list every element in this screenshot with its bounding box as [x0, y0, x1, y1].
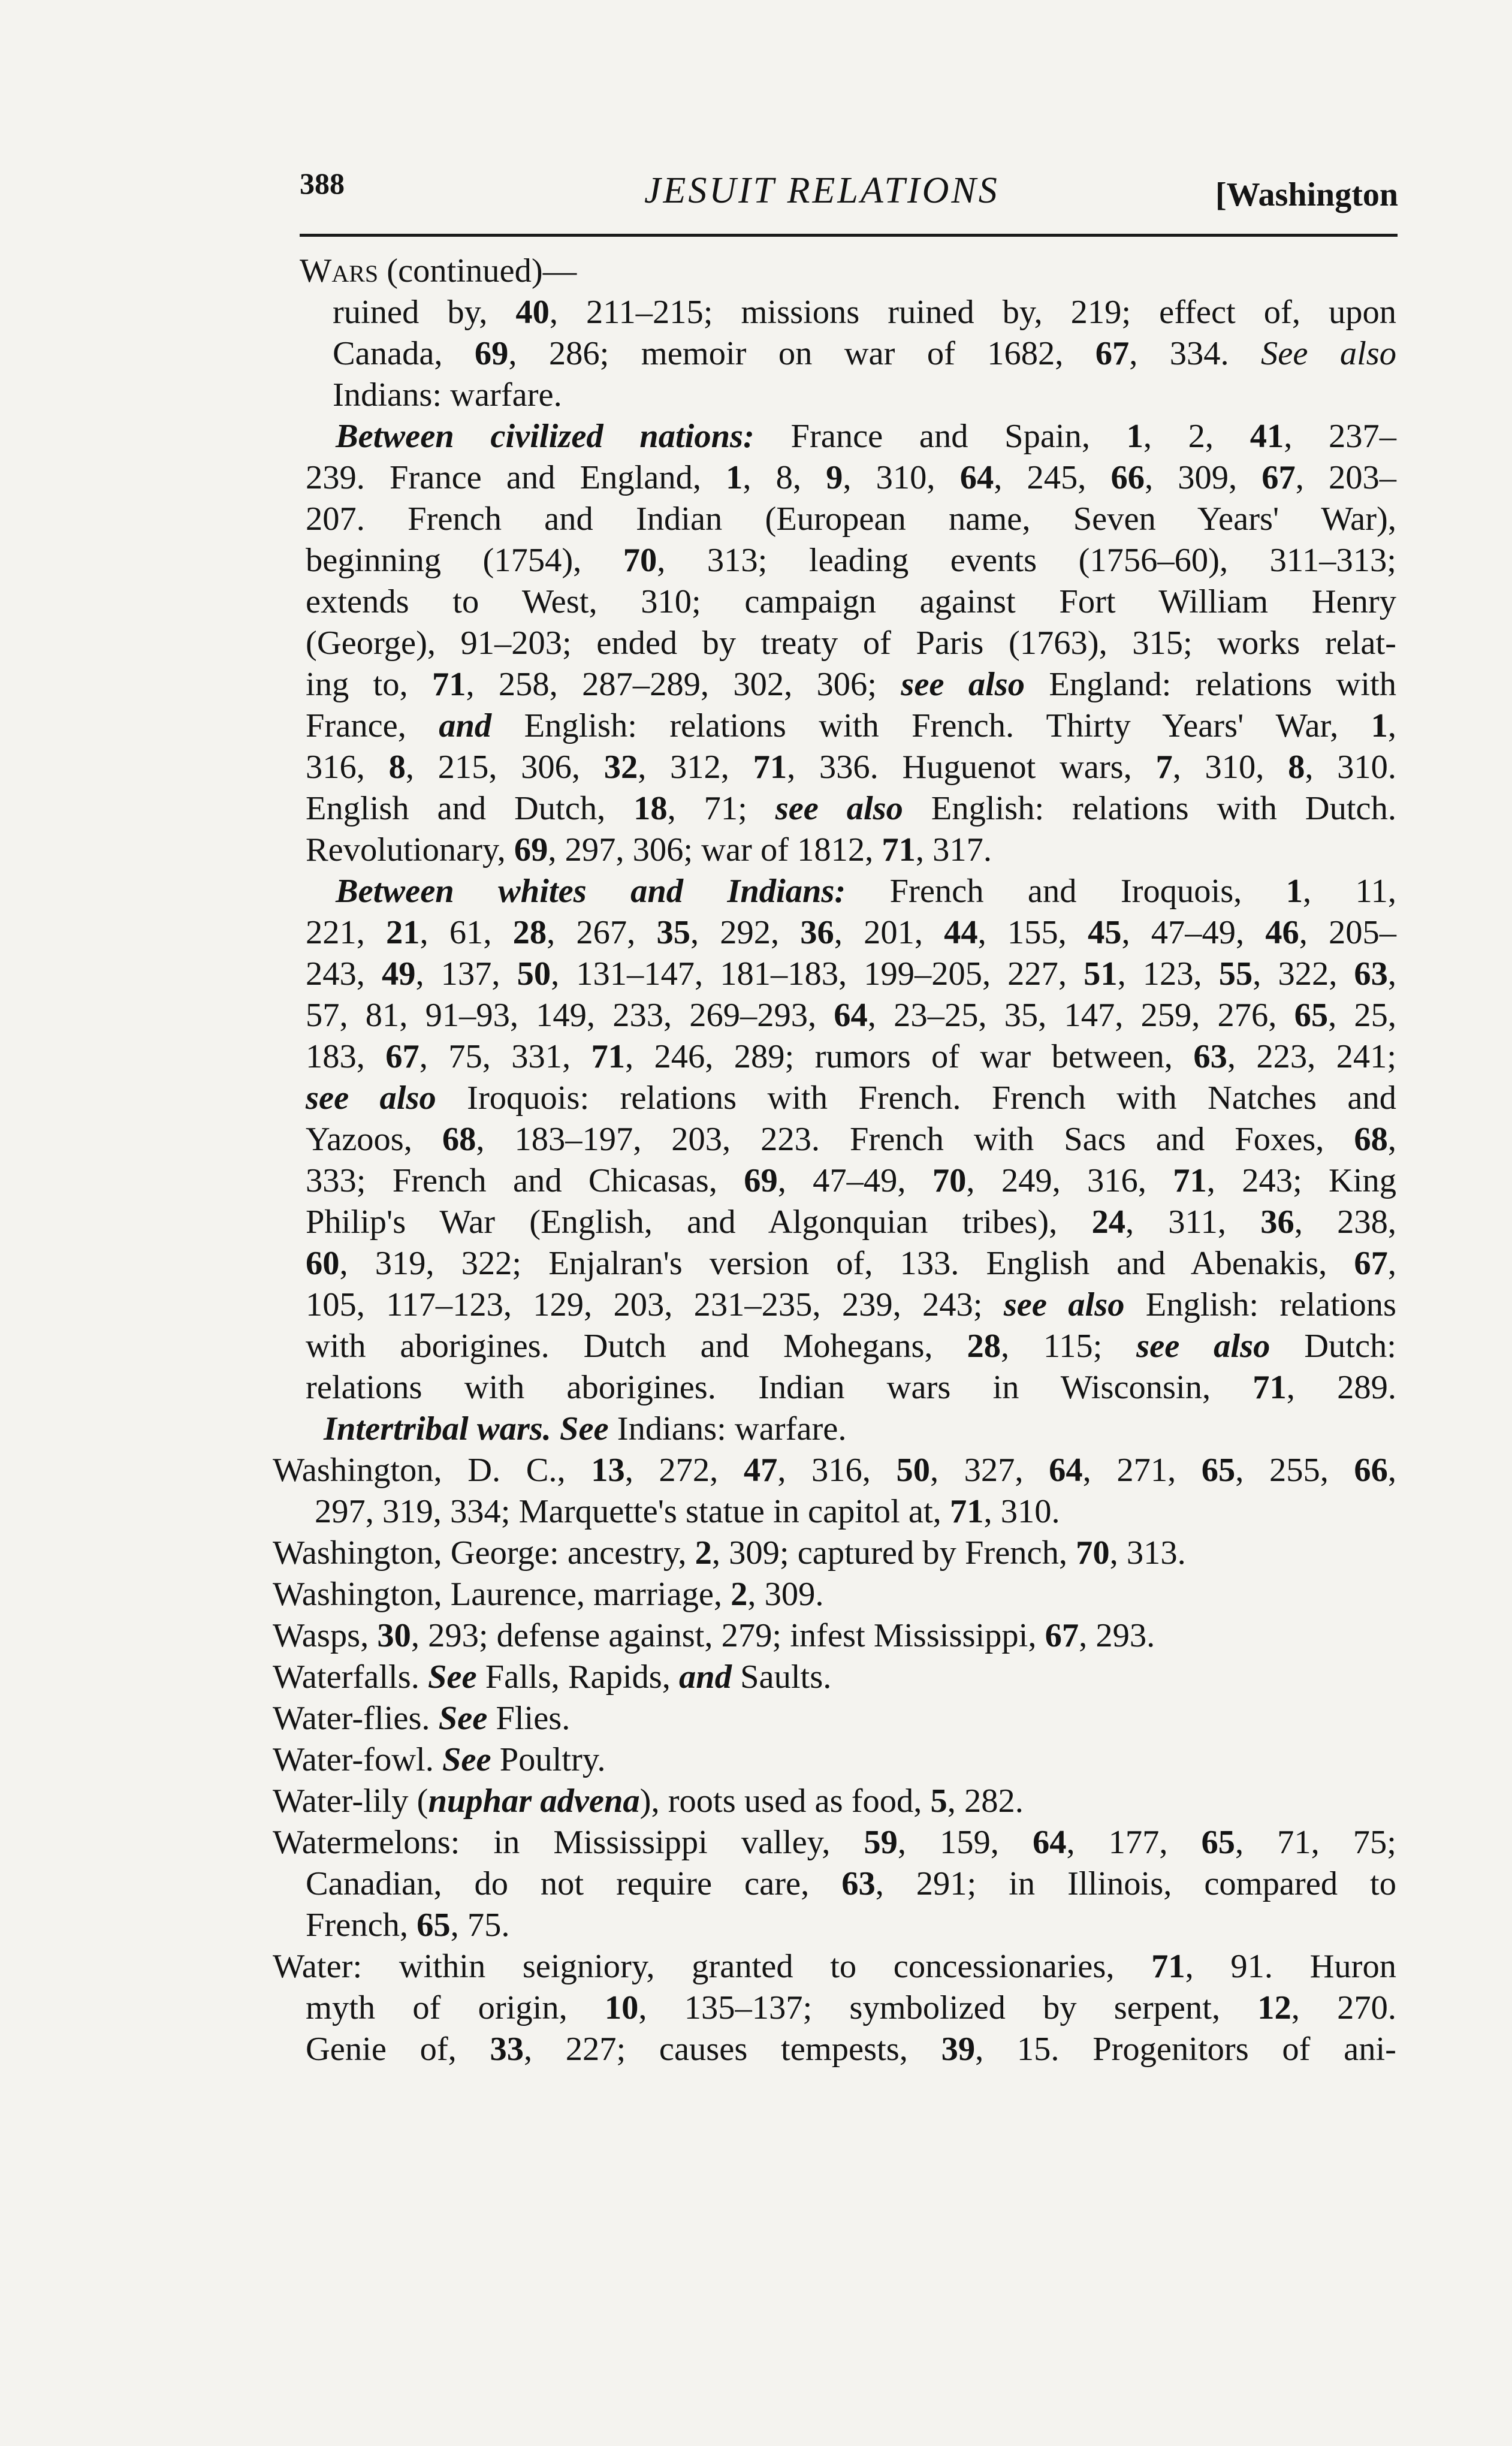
- index-text-run: Washington, D. C.,: [273, 1452, 591, 1489]
- index-text-run: , 47–49,: [1121, 914, 1266, 951]
- index-line: [273, 623, 1396, 664]
- index-text-run: 5: [930, 1783, 947, 1820]
- index-line: [273, 1491, 1396, 1533]
- index-text-run: , 309; captured by French,: [711, 1534, 1076, 1572]
- index-text-run: 63: [1354, 955, 1388, 993]
- index-line: [273, 1781, 1396, 1822]
- index-text-run: , 155,: [977, 914, 1088, 951]
- index-text-run: , 313; leading events (1756–60), 311–313;: [657, 542, 1396, 579]
- index-text: [273, 251, 1396, 2070]
- index-text-run: 67: [385, 1038, 420, 1075]
- index-text-run: , 15. Progenitors of ani-: [975, 2031, 1396, 2068]
- index-text-run: See: [442, 1741, 491, 1778]
- index-text-run: 70: [1076, 1534, 1110, 1572]
- page-header: [300, 159, 1398, 225]
- index-text-run: , 309,: [1144, 459, 1262, 496]
- index-text-run: ,: [1387, 1121, 1396, 1158]
- index-line: [273, 705, 1396, 747]
- index-text-run: , 270.: [1291, 1989, 1397, 2026]
- index-text-run: 69: [514, 831, 548, 868]
- index-text-run: , 183–197, 203, 223. French with Sacs and Foxes,: [476, 1121, 1354, 1158]
- index-text-run: (George), 91–203; ended by treaty of Paris (1763), 315; works relat-: [306, 625, 1396, 662]
- index-line: [273, 871, 1396, 912]
- index-line: [273, 1739, 1396, 1781]
- index-text-run: 33: [490, 2031, 524, 2068]
- index-text-run: ), roots used as food,: [639, 1783, 931, 1820]
- index-text-run: , 267,: [547, 914, 657, 951]
- index-text-run: Intertribal wars.: [324, 1410, 551, 1447]
- index-text-run: , 237–: [1284, 418, 1397, 455]
- index-line: [273, 1615, 1396, 1657]
- index-line: [273, 1036, 1396, 1078]
- index-text-run: 68: [442, 1121, 476, 1158]
- index-text-run: , 238,: [1294, 1204, 1396, 1241]
- index-text-run: myth of origin,: [306, 1989, 605, 2026]
- index-text-run: 67: [1045, 1617, 1079, 1654]
- index-text-run: , 71, 75;: [1235, 1824, 1396, 1861]
- index-line: [273, 416, 1396, 457]
- index-text-run: England: relations with: [1025, 666, 1397, 703]
- index-text-run: Saults.: [731, 1658, 832, 1696]
- index-text-run: French and Iroquois,: [846, 873, 1286, 910]
- index-text-run: 239. France and England,: [306, 459, 726, 496]
- index-text-run: 1: [1126, 418, 1143, 455]
- index-text-run: , 2,: [1143, 418, 1250, 455]
- index-line: [273, 375, 1396, 416]
- index-text-run: , 25,: [1328, 997, 1397, 1034]
- index-text-run: 32: [603, 749, 638, 786]
- index-text-run: 71: [1151, 1948, 1185, 1985]
- index-text-run: French,: [306, 1907, 417, 1944]
- index-line: [273, 292, 1396, 333]
- index-text-run: Between whites and Indians:: [336, 873, 846, 910]
- index-text-run: 8: [388, 749, 406, 786]
- index-text-run: 243,: [306, 955, 382, 993]
- index-text-run: 28: [512, 914, 547, 951]
- index-text-run: , 319, 322; Enjalran's version of, 133. English and Abenakis,: [339, 1245, 1354, 1282]
- index-text-run: , 75.: [450, 1907, 510, 1944]
- index-line: [273, 1533, 1396, 1574]
- index-text-run: ,: [1387, 1245, 1396, 1282]
- index-text-run: , 211–215; missions ruined by, 219; effect of, upon: [549, 294, 1396, 331]
- index-text-run: English and Dutch,: [306, 790, 634, 827]
- index-text-run: nuphar advena: [428, 1783, 640, 1820]
- index-text-run: Wars: [300, 252, 379, 289]
- index-line: [273, 1160, 1396, 1202]
- index-line: [273, 1367, 1396, 1409]
- index-text-run: 45: [1087, 914, 1122, 951]
- index-text-run: see also: [901, 666, 1025, 703]
- index-text-run: , 272,: [624, 1452, 744, 1489]
- index-text-run: Genie of,: [306, 2031, 490, 2068]
- index-text-run: Canada,: [333, 335, 475, 372]
- index-text-run: , 291; in Illinois, compared to: [875, 1865, 1396, 1902]
- index-text-run: , 47–49,: [777, 1162, 932, 1199]
- index-text-run: , 311,: [1125, 1204, 1261, 1241]
- index-line: [273, 1202, 1396, 1243]
- index-text-run: Dutch:: [1270, 1328, 1397, 1365]
- index-text-run: , 334.: [1129, 335, 1261, 372]
- index-line: [273, 540, 1396, 581]
- index-line: [273, 1822, 1396, 1863]
- index-line: [273, 1657, 1396, 1698]
- index-text-run: Falls, Rapids,: [476, 1658, 680, 1696]
- index-text-run: 41: [1250, 418, 1284, 455]
- index-line: [273, 954, 1396, 995]
- index-text-run: 35: [656, 914, 690, 951]
- index-line: [273, 747, 1396, 788]
- index-text-run: 1: [726, 459, 743, 496]
- index-text-run: France,: [306, 707, 439, 744]
- index-text-run: , 115;: [1000, 1328, 1137, 1365]
- index-text-run: , 327,: [929, 1452, 1049, 1489]
- index-line: [273, 1698, 1396, 1739]
- index-text-run: ,: [1387, 955, 1397, 993]
- index-text-run: [551, 1410, 560, 1447]
- index-text-run: with aborigines. Dutch and Mohegans,: [306, 1328, 967, 1365]
- index-text-run: 67: [1095, 335, 1130, 372]
- index-line: [273, 1987, 1396, 2029]
- index-text-run: 105, 117–123, 129, 203, 231–235, 239, 243;: [306, 1286, 1004, 1323]
- index-text-run: and: [439, 707, 492, 744]
- index-text-run: 71: [591, 1038, 626, 1075]
- index-text-run: 57, 81, 91–93, 149, 233, 269–293,: [306, 997, 834, 1034]
- index-text-run: , 215, 306,: [405, 749, 604, 786]
- index-text-run: 71: [431, 666, 466, 703]
- index-text-run: Poultry.: [491, 1741, 606, 1778]
- index-text-run: Indians: warfare.: [333, 376, 562, 414]
- index-line: [273, 1284, 1396, 1326]
- index-text-run: 51: [1084, 955, 1118, 993]
- index-line: [273, 457, 1396, 499]
- index-text-run: 333; French and Chicasas,: [306, 1162, 744, 1199]
- index-text-run: , 8,: [743, 459, 826, 496]
- index-line: [273, 1905, 1396, 1946]
- index-text-run: 66: [1110, 459, 1145, 496]
- index-text-run: 8: [1288, 749, 1305, 786]
- index-text-run: ruined by,: [333, 294, 516, 331]
- index-text-run: , 135–137; symbolized by serpent,: [638, 1989, 1258, 2026]
- index-text-run: , 246, 289; rumors of war between,: [625, 1038, 1194, 1075]
- index-text-run: , 71;: [667, 790, 775, 827]
- index-text-run: 65: [1201, 1824, 1235, 1861]
- index-text-run: , 131–147, 181–183, 199–205, 227,: [551, 955, 1084, 993]
- index-text-run: 64: [959, 459, 994, 496]
- index-text-run: 46: [1265, 914, 1299, 951]
- index-text-run: , 249, 316,: [966, 1162, 1173, 1199]
- index-text-run: see also: [1003, 1286, 1125, 1323]
- index-text-run: , 258, 287–289, 302, 306;: [466, 666, 901, 703]
- index-text-run: 9: [826, 459, 843, 496]
- index-text-run: , 137,: [415, 955, 517, 993]
- index-text-run: 21: [386, 914, 420, 951]
- index-text-run: , 310.: [1305, 749, 1397, 786]
- index-text-run: , 309.: [747, 1576, 824, 1613]
- index-text-run: See: [438, 1700, 488, 1737]
- running-title: JESUIT RELATIONS: [644, 170, 1000, 211]
- index-text-run: 60: [306, 1245, 340, 1282]
- index-text-run: , 286; memoir on war of 1682,: [508, 335, 1095, 372]
- index-text-run: Flies.: [487, 1700, 571, 1737]
- index-text-run: 40: [515, 294, 550, 331]
- index-line: [273, 333, 1396, 375]
- index-text-run: 71: [753, 749, 787, 786]
- index-text-run: 2: [695, 1534, 712, 1572]
- index-text-run: 36: [800, 914, 834, 951]
- index-text-run: extends to West, 310; campaign against Fort William Henry: [306, 583, 1396, 620]
- index-text-run: See also: [1261, 335, 1396, 372]
- index-line: [273, 251, 1396, 292]
- running-head-entry: [Washington: [1215, 176, 1398, 213]
- index-text-run: and: [679, 1658, 732, 1696]
- index-text-run: , 11,: [1302, 873, 1396, 910]
- index-line: [273, 2029, 1396, 2070]
- index-text-run: 12: [1257, 1989, 1291, 2026]
- index-text-run: , 289.: [1286, 1369, 1397, 1406]
- index-text-run: Water-flies.: [273, 1700, 439, 1737]
- index-text-run: 64: [1032, 1824, 1067, 1861]
- index-text-run: 63: [841, 1865, 876, 1902]
- index-text-run: 65: [1294, 997, 1329, 1034]
- index-text-run: 50: [517, 955, 551, 993]
- index-text-run: 47: [743, 1452, 778, 1489]
- index-text-run: 64: [1049, 1452, 1083, 1489]
- index-text-run: Iroquois: relations with French. French with Natches and: [436, 1079, 1396, 1117]
- index-text-run: English: relations with French. Thirty Years' War,: [491, 707, 1371, 744]
- index-text-run: , 91. Huron: [1185, 1948, 1397, 1985]
- index-text-run: , 292,: [690, 914, 801, 951]
- index-text-run: , 201,: [834, 914, 944, 951]
- index-line: [273, 664, 1396, 705]
- index-text-run: 69: [474, 335, 509, 372]
- index-text-run: 70: [932, 1162, 967, 1199]
- index-text-run: , 159,: [897, 1824, 1033, 1861]
- index-text-run: See: [560, 1410, 609, 1447]
- index-text-run: , 177,: [1066, 1824, 1202, 1861]
- index-text-run: , 123,: [1117, 955, 1219, 993]
- index-text-run: 30: [377, 1617, 411, 1654]
- index-text-run: , 255,: [1235, 1452, 1354, 1489]
- index-text-run: 297, 319, 334; Marquette's statue in capitol at,: [315, 1493, 950, 1530]
- index-text-run: 59: [864, 1824, 898, 1861]
- index-text-run: English: relations: [1124, 1286, 1396, 1323]
- index-line: [273, 788, 1396, 830]
- index-text-run: Revolutionary,: [306, 831, 514, 868]
- index-text-run: , 297, 306; war of 1812,: [548, 831, 882, 868]
- index-text-run: ,: [1387, 1452, 1397, 1489]
- index-text-run: 71: [949, 1493, 984, 1530]
- index-line: [273, 1119, 1396, 1160]
- index-text-run: beginning (1754),: [306, 542, 623, 579]
- index-text-run: 50: [896, 1452, 930, 1489]
- index-text-run: 2: [731, 1576, 748, 1613]
- index-text-run: , 310,: [1172, 749, 1288, 786]
- index-text-run: Waterfalls.: [273, 1658, 428, 1696]
- index-line: [273, 1946, 1396, 1987]
- index-text-run: 49: [381, 955, 416, 993]
- index-text-run: Yazoos,: [306, 1121, 442, 1158]
- index-text-run: , 245,: [994, 459, 1111, 496]
- index-text-run: 10: [604, 1989, 639, 2026]
- index-text-run: relations with aborigines. Indian wars in Wisconsin,: [306, 1369, 1253, 1406]
- index-text-run: 65: [417, 1907, 451, 1944]
- index-text-run: 67: [1354, 1245, 1388, 1282]
- index-text-run: Watermelons: in Mississippi valley,: [273, 1824, 864, 1861]
- index-text-run: , 223, 241;: [1227, 1038, 1397, 1075]
- index-line: [273, 1243, 1396, 1284]
- index-line: [273, 1863, 1396, 1905]
- index-text-run: Water-lily (: [273, 1783, 428, 1820]
- index-text-run: 183,: [306, 1038, 386, 1075]
- index-text-run: Washington, Laurence, marriage,: [273, 1576, 731, 1613]
- index-text-run: 67: [1261, 459, 1296, 496]
- index-line: [273, 499, 1396, 540]
- index-text-run: Between civilized nations:: [336, 418, 755, 455]
- index-text-run: 64: [834, 997, 868, 1034]
- index-text-run: , 203–: [1295, 459, 1397, 496]
- index-text-run: 221,: [306, 914, 387, 951]
- index-text-run: ,: [1387, 707, 1396, 744]
- header-rule: [300, 234, 1398, 237]
- index-text-run: , 243; King: [1206, 1162, 1397, 1199]
- index-line: [273, 1574, 1396, 1615]
- index-text-run: , 282.: [947, 1783, 1024, 1820]
- index-line: [273, 912, 1396, 954]
- index-text-run: , 205–: [1299, 914, 1397, 951]
- index-text-run: Canadian, do not require care,: [306, 1865, 842, 1902]
- index-text-run: 71: [1253, 1369, 1287, 1406]
- index-text-run: 316,: [306, 749, 389, 786]
- index-text-run: 36: [1260, 1204, 1294, 1241]
- index-text-run: 39: [941, 2031, 976, 2068]
- index-text-run: , 61,: [420, 914, 513, 951]
- index-text-run: 71: [882, 831, 916, 868]
- index-text-run: Water-fowl.: [273, 1741, 442, 1778]
- index-text-run: 63: [1193, 1038, 1227, 1075]
- index-text-run: Wasps,: [273, 1617, 378, 1654]
- index-text-run: Philip's War (English, and Algonquian tribes),: [306, 1204, 1092, 1241]
- index-text-run: 44: [944, 914, 978, 951]
- index-text-run: 24: [1091, 1204, 1125, 1241]
- index-line: [273, 1450, 1396, 1491]
- index-text-run: see also: [306, 1079, 436, 1117]
- index-text-run: see also: [775, 790, 903, 827]
- index-text-run: 70: [623, 542, 657, 579]
- index-text-run: , 227; causes tempests,: [523, 2031, 941, 2068]
- index-text-run: Washington, George: ancestry,: [273, 1534, 695, 1572]
- index-text-run: 71: [1173, 1162, 1207, 1199]
- index-text-run: 7: [1155, 749, 1173, 786]
- index-line: [273, 1409, 1396, 1450]
- index-line: [273, 1078, 1396, 1119]
- index-text-run: , 75, 331,: [419, 1038, 591, 1075]
- index-text-run: (continued)—: [378, 252, 577, 289]
- index-text-run: , 313.: [1109, 1534, 1186, 1572]
- index-line: [273, 1326, 1396, 1367]
- index-text-run: , 23–25, 35, 147, 259, 276,: [867, 997, 1294, 1034]
- index-text-run: , 322,: [1253, 955, 1354, 993]
- index-text-run: 66: [1354, 1452, 1388, 1489]
- index-text-run: , 312,: [638, 749, 753, 786]
- index-text-run: 1: [1285, 873, 1303, 910]
- index-text-run: ing to,: [306, 666, 432, 703]
- index-text-run: , 293; defense against, 279; infest Mississippi,: [411, 1617, 1045, 1654]
- index-text-run: , 310,: [843, 459, 960, 496]
- index-text-run: See: [428, 1658, 477, 1696]
- index-line: [273, 581, 1396, 623]
- index-text-run: 18: [633, 790, 668, 827]
- index-line: [273, 830, 1396, 871]
- index-line: [273, 995, 1396, 1036]
- index-text-run: , 316,: [777, 1452, 897, 1489]
- index-text-run: 68: [1354, 1121, 1388, 1158]
- index-text-run: 28: [967, 1328, 1001, 1365]
- index-text-run: 1: [1371, 707, 1388, 744]
- index-text-run: 207. French and Indian (European name, Seven Years' War),: [306, 500, 1396, 538]
- index-text-run: 55: [1218, 955, 1253, 993]
- index-text-run: , 317.: [915, 831, 992, 868]
- page-number: 388: [300, 167, 345, 200]
- index-text-run: English: relations with Dutch.: [903, 790, 1397, 827]
- index-text-run: Water: within seigniory, granted to concessionaries,: [273, 1948, 1152, 1985]
- index-text-run: , 310.: [983, 1493, 1060, 1530]
- index-text-run: Indians: warfare.: [608, 1410, 847, 1447]
- index-text-run: , 293.: [1079, 1617, 1155, 1654]
- index-text-run: 69: [744, 1162, 778, 1199]
- index-text-run: see also: [1136, 1328, 1270, 1365]
- index-text-run: France and Spain,: [754, 418, 1127, 455]
- index-text-run: , 336. Huguenot wars,: [787, 749, 1156, 786]
- index-text-run: 65: [1201, 1452, 1236, 1489]
- index-text-run: 13: [591, 1452, 625, 1489]
- index-text-run: , 271,: [1082, 1452, 1202, 1489]
